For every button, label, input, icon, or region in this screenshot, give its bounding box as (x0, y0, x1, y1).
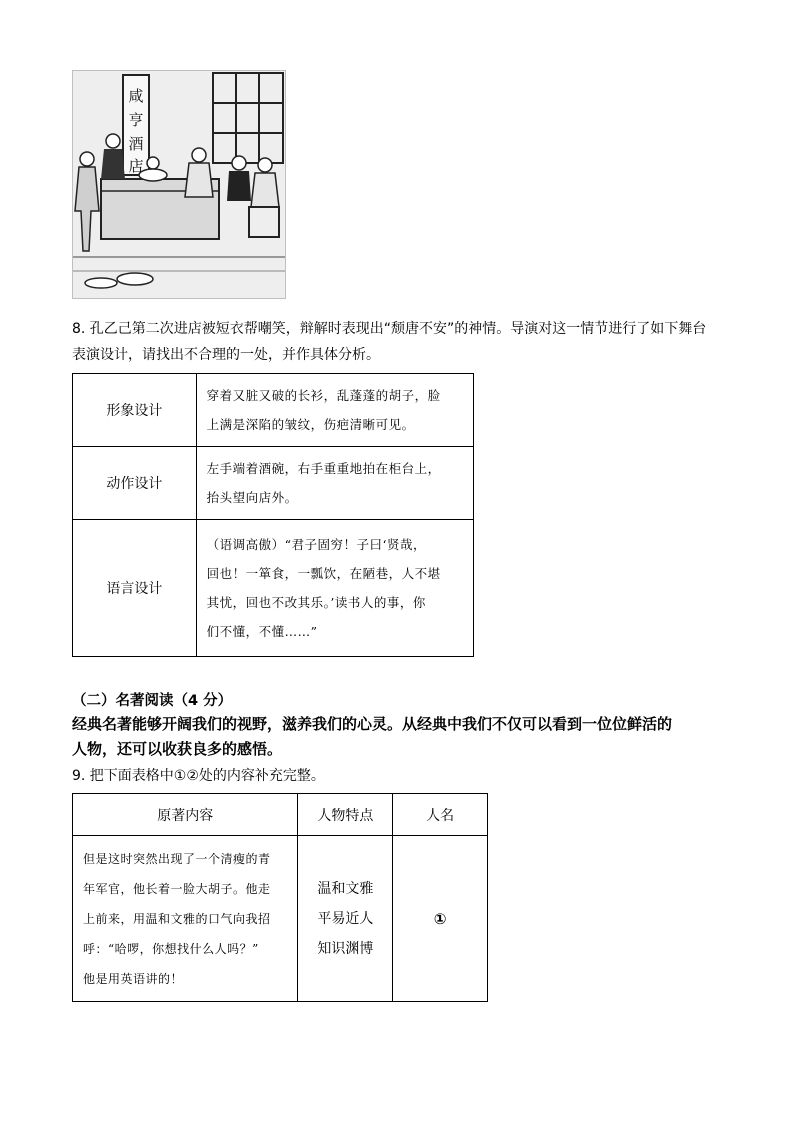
content-line: 抬头望向店外。 (206, 490, 298, 505)
header-name: 人名 (393, 794, 488, 836)
kong-yiji-tavern-illustration-icon (72, 70, 286, 299)
content-line: 年军官，他长着一脸大胡子。他走 (83, 881, 271, 896)
content-line: 穿着又脏又破的长衫，乱蓬蓬的胡子，脸 (206, 388, 441, 403)
tavern-sign-char-2: 亨 (128, 111, 144, 129)
row-label-appearance: 形象设计 (73, 374, 197, 447)
row-label-action: 动作设计 (73, 447, 197, 520)
table-row (73, 836, 488, 1002)
section2-intro-line-1: 经典名著能够开阔我们的视野，滋养我们的心灵。从经典中我们不仅可以看到一位位鲜活的 (72, 715, 673, 733)
tavern-sign-char-3: 酒 (128, 135, 144, 153)
row-content-action (196, 447, 473, 520)
content-line: 呼：“哈啰，你想找什么人吗？” (83, 941, 259, 956)
content-line: 们不懂，不懂……” (206, 624, 318, 639)
content-line: 上满是深陷的皱纹，伤疤清晰可见。 (206, 417, 415, 432)
content-line: 回也！一箪食，一瓢饮，在陋巷，人不堪 (206, 566, 441, 581)
content-line: 左手端着酒碗，右手重重地拍在柜台上， (206, 461, 441, 476)
section2-intro (72, 712, 732, 762)
section2-intro-line-2: 人物，还可以收获良多的感悟。 (72, 740, 283, 758)
content-line: 其忧，回也不改其乐。’读书人的事，你 (206, 595, 426, 610)
table-row (73, 520, 474, 657)
classics-table (72, 793, 488, 1002)
question8-prompt (72, 316, 732, 368)
content-line: 但是这时突然出现了一个清瘦的青 (83, 851, 271, 866)
stage-design-table (72, 373, 474, 657)
tavern-sign-char-1: 咸 (128, 87, 144, 105)
trait-item: 温和文雅 (317, 880, 374, 897)
content-line: 上前来，用温和文雅的口气向我招 (83, 911, 271, 926)
content-line: 他是用英语讲的！ (83, 971, 184, 986)
question9-prompt: 9. 把下面表格中①②处的内容补充完整。 (72, 768, 325, 784)
trait-item: 知识渊博 (317, 940, 374, 957)
header-original-content: 原著内容 (73, 794, 298, 836)
blank-1-cell[interactable]: ① (393, 836, 488, 1002)
question8-line-1: 8. 孔乙己第二次进店被短衣帮嘲笑，辩解时表现出“颓唐不安”的神情。导演对这一情节进行了如下舞台 (72, 321, 707, 337)
original-content-cell (73, 836, 298, 1002)
character-traits-cell (298, 836, 393, 1002)
row-content-appearance (196, 374, 473, 447)
section2-title: （二）名著阅读（4 分） (72, 693, 233, 709)
header-character-traits: 人物特点 (298, 794, 393, 836)
question8-line-2: 表演设计，请找出不合理的一处，并作具体分析。 (72, 347, 380, 363)
tavern-sign-char-4: 店 (128, 157, 144, 175)
row-label-speech: 语言设计 (73, 520, 197, 657)
table-header-row (73, 794, 488, 836)
table-row (73, 447, 474, 520)
row-content-speech (196, 520, 473, 657)
table-row (73, 374, 474, 447)
trait-item: 平易近人 (317, 910, 374, 927)
content-line: （语调高傲）“君子固穷！子曰‘贤哉， (206, 537, 427, 552)
